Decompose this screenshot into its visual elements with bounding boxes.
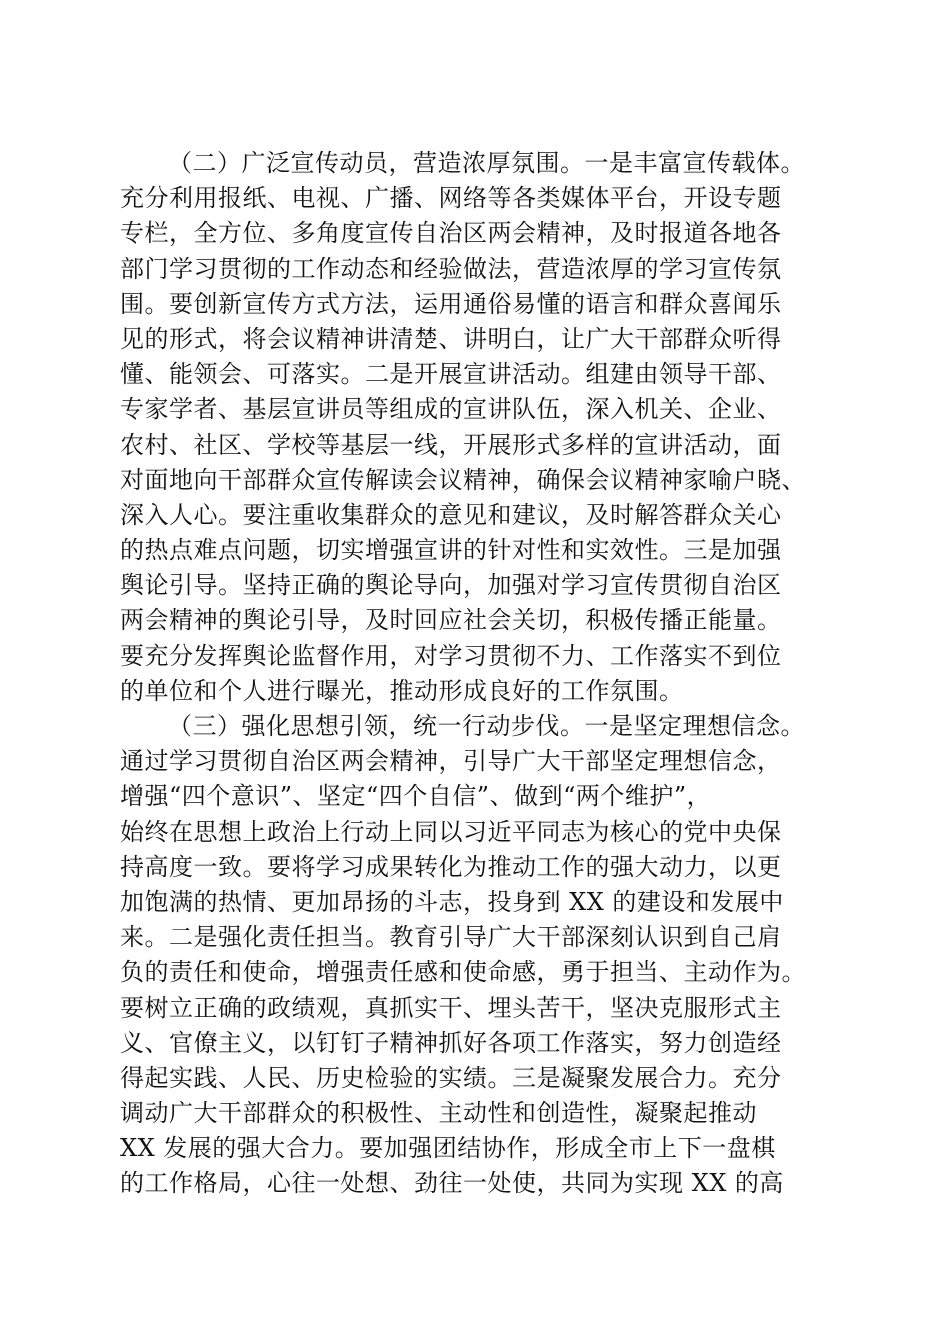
text-line: 义、官僚主义，以钉钉子精神抓好各项工作落实，努力创造经 bbox=[120, 1028, 782, 1057]
text-line: 来。二是强化责任担当。教育引导广大干部深刻认识到自己肩 bbox=[120, 923, 782, 952]
text-line: 调动广大干部群众的积极性、主动性和创造性，凝聚起推动 bbox=[120, 1099, 757, 1128]
text-line: 始终在思想上政治上行动上同以习近平同志为核心的党中央保 bbox=[120, 817, 782, 846]
paragraph-heading-2: （二）广泛宣传动员，营造浓厚氛围。一是丰富宣传载体。 bbox=[168, 149, 805, 177]
text-line: 围。要创新宣传方式方法，运用通俗易懂的语言和群众喜闻乐 bbox=[120, 289, 782, 318]
text-line: 深入人心。要注重收集群众的意见和建议，及时解答群众关心 bbox=[120, 500, 782, 529]
text-line: 两会精神的舆论引导，及时回应社会关切，积极传播正能量。 bbox=[120, 606, 782, 635]
text-line: 舆论引导。坚持正确的舆论导向，加强对学习宣传贯彻自治区 bbox=[120, 571, 782, 600]
text-line: 持高度一致。要将学习成果转化为推动工作的强大动力，以更 bbox=[120, 852, 782, 881]
text-line: 增强“四个意识”、坚定“四个自信”、做到“两个维护”， bbox=[120, 782, 712, 811]
text-line: 对面地向干部群众宣传解读会议精神，确保会议精神家喻户晓、 bbox=[120, 465, 806, 494]
text-line: 要充分发挥舆论监督作用，对学习贯彻不力、工作落实不到位 bbox=[120, 641, 782, 670]
text-line: 见的形式，将会议精神讲清楚、讲明白，让广大干部群众听得 bbox=[120, 324, 782, 353]
text-line: XX 发展的强大合力。要加强团结协作，形成全市上下一盘棋 bbox=[120, 1134, 776, 1163]
text-line: 加饱满的热情、更加昂扬的斗志，投身到 XX 的建设和发展中 bbox=[120, 887, 784, 916]
body-text bbox=[120, 146, 840, 1202]
text-line: 通过学习贯彻自治区两会精神，引导广大干部坚定理想信念， bbox=[120, 747, 782, 776]
text-line: 的热点难点问题，切实增强宣讲的针对性和实效性。三是加强 bbox=[120, 536, 782, 565]
text-line: 得起实践、人民、历史检验的实绩。三是凝聚发展合力。充分 bbox=[120, 1063, 782, 1092]
text-line: 专栏，全方位、多角度宣传自治区两会精神，及时报道各地各 bbox=[120, 219, 782, 248]
text-line: 的工作格局，心往一处想、劲往一处使，共同为实现 XX 的高 bbox=[120, 1169, 784, 1198]
text-line: 部门学习贯彻的工作动态和经验做法，营造浓厚的学习宣传氛 bbox=[120, 254, 782, 283]
text-line: 要树立正确的政绩观，真抓实干、埋头苦干，坚决克服形式主 bbox=[120, 993, 782, 1022]
text-line: 懂、能领会、可落实。二是开展宣讲活动。组建由领导干部、 bbox=[120, 360, 782, 389]
paragraph-heading-3: （三）强化思想引领，统一行动步伐。一是坚定理想信念。 bbox=[168, 712, 805, 740]
text-line: 农村、社区、学校等基层一线，开展形式多样的宣讲活动，面 bbox=[120, 430, 782, 459]
text-line: 充分利用报纸、电视、广播、网络等各类媒体平台，开设专题 bbox=[120, 184, 782, 213]
text-line: 专家学者、基层宣讲员等组成的宣讲队伍，深入机关、企业、 bbox=[120, 395, 782, 424]
text-line: 的单位和个人进行曝光，推动形成良好的工作氛围。 bbox=[120, 676, 684, 705]
text-line: 负的责任和使命，增强责任感和使命感，勇于担当、主动作为。 bbox=[120, 958, 806, 987]
